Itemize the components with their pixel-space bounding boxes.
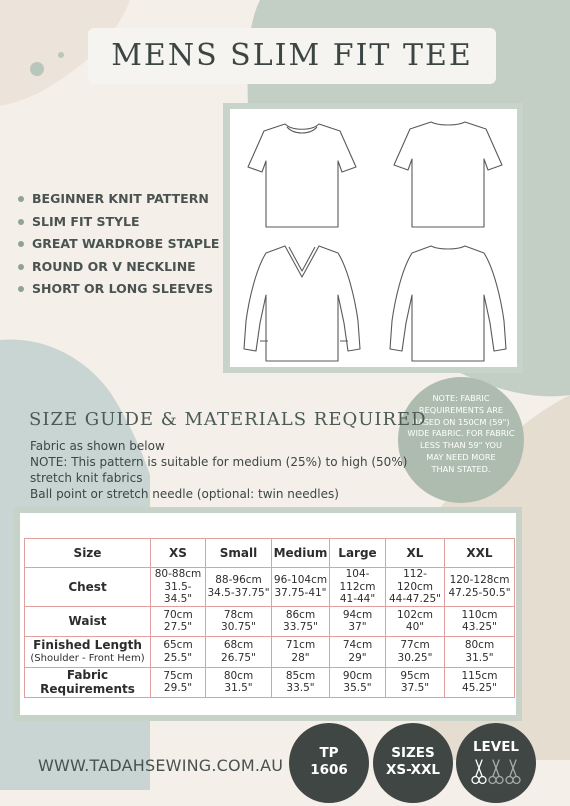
badge-line: XS-XXL — [385, 762, 441, 778]
cell-line: 120-128cm — [449, 574, 510, 587]
badge-line: SIZES — [391, 745, 435, 761]
cell-line: 29.5" — [163, 682, 193, 695]
badge-line: 1606 — [310, 762, 348, 778]
table-cell — [445, 568, 515, 607]
table-row — [25, 606, 515, 637]
tee-short-back — [394, 122, 502, 227]
cell-line: 25.5" — [163, 651, 193, 664]
cell-line: 29" — [348, 651, 367, 664]
cell-line: 40" — [405, 621, 425, 634]
row-label-text: Finished Length — [33, 637, 142, 652]
feature-item: SLIM FIT STYLE — [18, 211, 219, 234]
tee-illustrations — [230, 109, 517, 367]
table-cell — [445, 637, 515, 668]
table-header-row — [25, 539, 515, 568]
cell-line: 27.5" — [163, 621, 193, 634]
table-cell — [272, 667, 330, 698]
table-cell — [151, 568, 206, 607]
feature-list — [18, 188, 219, 301]
cell-line: 47.25-50.5" — [448, 586, 511, 599]
cell-line: 31.5" — [224, 682, 253, 695]
size-guide-heading: SIZE GUIDE & MATERIALS REQUIRED — [29, 409, 427, 430]
cell-line: 88-96cm — [215, 574, 262, 587]
note-line: MAY NEED MORE — [426, 451, 496, 462]
note-line: LESS THAN 59" YOU — [420, 440, 502, 451]
cell-line: 95cm — [400, 669, 430, 682]
table-header-cell: Large — [330, 539, 386, 568]
cell-line: 45.25" — [462, 682, 497, 695]
cell-line: 70cm — [163, 608, 193, 621]
cell-line: 31.5-34.5" — [163, 580, 193, 605]
cell-line: 112-120cm — [396, 568, 434, 593]
note-line: REQUIREMENTS ARE — [418, 404, 504, 415]
table-cell — [206, 637, 272, 668]
table-cell — [272, 568, 330, 607]
scissors-level-icon — [471, 758, 521, 788]
cell-line: 37" — [348, 621, 367, 634]
table-header-cell: Small — [206, 539, 272, 568]
scissors-icon — [489, 760, 503, 784]
description-line: NOTE: This pattern is suitable for medium (25%) to high (50%) — [30, 455, 408, 469]
row-label-text: Fabric Requirements — [40, 668, 135, 697]
tee-long-back — [390, 246, 506, 361]
cell-line: 85cm — [285, 669, 316, 682]
table-header-cell: XS — [151, 539, 206, 568]
table-row — [25, 667, 515, 698]
cell-line: 110cm — [461, 608, 498, 621]
cell-line: 30.25" — [397, 651, 433, 664]
cell-line: 96-104cm — [273, 574, 328, 587]
description-line: stretch knit fabrics — [30, 471, 143, 485]
table-cell — [206, 606, 272, 637]
cell-line: 28" — [291, 651, 310, 664]
table-cell — [330, 568, 386, 607]
row-label — [25, 667, 151, 698]
table-header-cell: Size — [25, 539, 151, 568]
cell-line: 35.5" — [343, 682, 372, 695]
row-label-text: Chest — [68, 579, 107, 594]
row-sublabel: (Shoulder - Front Hem) — [30, 652, 145, 664]
cell-line: 74cm — [342, 639, 373, 652]
scissors-icon — [506, 760, 520, 784]
feature-item: ROUND OR V NECKLINE — [18, 256, 219, 279]
table-cell — [445, 667, 515, 698]
cell-line: 30.75" — [221, 621, 256, 634]
row-label — [25, 568, 151, 607]
table-cell — [151, 667, 206, 698]
cell-line: 31.5" — [465, 651, 494, 664]
cell-line: 33.75" — [283, 621, 318, 634]
note-line: BASED ON 150CM (59") — [412, 416, 510, 427]
table-cell — [386, 606, 445, 637]
size-table — [24, 538, 515, 698]
description-line: Ball point or stretch needle (optional: twin needles) — [30, 487, 339, 501]
cell-line: 90cm — [342, 669, 373, 682]
table-cell — [206, 568, 272, 607]
cell-line: 65cm — [163, 639, 193, 652]
table-cell — [272, 637, 330, 668]
row-label — [25, 606, 151, 637]
cell-line: 41-44" — [339, 593, 376, 605]
table-header-cell: XL — [386, 539, 445, 568]
feature-item: SHORT OR LONG SLEEVES — [18, 278, 219, 301]
row-label — [25, 637, 151, 668]
table-cell — [151, 606, 206, 637]
table-cell — [386, 667, 445, 698]
table-cell — [330, 637, 386, 668]
cell-line: 43.25" — [462, 621, 497, 634]
table-cell — [330, 667, 386, 698]
table-cell — [445, 606, 515, 637]
feature-item: BEGINNER KNIT PATTERN — [18, 188, 219, 211]
note-line: WIDE FABRIC. FOR FABRIC — [407, 428, 515, 439]
cell-line: 80cm — [223, 669, 254, 682]
website-link[interactable]: WWW.TADAHSEWING.COM.AU — [38, 756, 284, 775]
decor-dot-small — [58, 52, 64, 58]
cell-line: 44-47.25" — [388, 593, 442, 605]
table-cell — [206, 667, 272, 698]
table-row — [25, 568, 515, 607]
note-line: NOTE: FABRIC — [432, 393, 490, 403]
cell-line: 78cm — [223, 608, 254, 621]
cell-line: 104-112cm — [339, 568, 376, 593]
table-cell — [386, 568, 445, 607]
sizes-badge — [373, 723, 453, 803]
cell-line: 71cm — [285, 639, 316, 652]
cell-line: 34.5-37.75" — [207, 586, 270, 599]
note-line: THAN STATED. — [431, 463, 491, 474]
table-body — [25, 568, 515, 698]
cell-line: 80-88cm — [154, 568, 202, 580]
feature-item: GREAT WARDROBE STAPLE — [18, 233, 219, 256]
badge-line: LEVEL — [472, 739, 520, 755]
table-cell — [151, 637, 206, 668]
tee-short-round-front — [248, 124, 356, 227]
scissors-icon — [472, 760, 486, 784]
cell-line: 37.75-41" — [274, 586, 327, 599]
cell-line: 94cm — [342, 608, 373, 621]
badge-line: TP — [319, 745, 339, 761]
table-cell — [330, 606, 386, 637]
cell-line: 75cm — [163, 669, 193, 682]
cell-line: 115cm — [461, 669, 498, 682]
pattern-number-badge — [289, 723, 369, 803]
page-title: MENS SLIM FIT TEE — [111, 38, 473, 73]
cell-line: 80cm — [464, 639, 495, 652]
cell-line: 86cm — [285, 608, 316, 621]
table-cell — [272, 606, 330, 637]
table-row — [25, 637, 515, 668]
materials-description — [30, 438, 410, 502]
cell-line: 37.5" — [400, 682, 430, 695]
cell-line: 33.5" — [286, 682, 315, 695]
cell-line: 77cm — [400, 639, 430, 652]
illustration-panel — [230, 109, 517, 367]
cell-line: 26.75" — [221, 651, 256, 664]
tee-long-vneck-front — [244, 246, 360, 361]
cell-line: 68cm — [223, 639, 254, 652]
row-label-text: Waist — [68, 614, 107, 629]
table-cell — [386, 637, 445, 668]
level-badge — [456, 723, 536, 803]
table-header-cell: XXL — [445, 539, 515, 568]
decor-dot-large — [30, 62, 44, 76]
description-line: Fabric as shown below — [30, 439, 165, 453]
table-header-cell: Medium — [272, 539, 330, 568]
cell-line: 102cm — [396, 608, 434, 621]
fabric-note-text — [404, 393, 518, 476]
